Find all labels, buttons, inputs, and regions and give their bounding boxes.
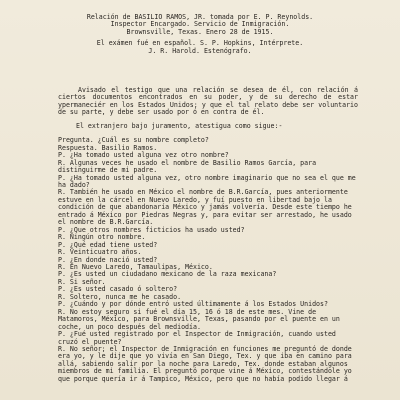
intro-paragraph: Avisado el testigo que una relación se desea de él, con relación á ciertos documentos encontrados en su poder, y de su derecho de estar ypermaneciér en los Estados Unidos; y que el tal relato debe ser voluntario de su parte, y debe ser usado por ó en contra de él. <box>58 86 358 117</box>
header-title-line: Relación de BASILIO RAMOS, JR. tomada por E. P. Reynolds. <box>86 13 314 21</box>
qa-line: R. Algunas veces he usado el nombre de Basilio Ramos García, para distinguirme de mi padre. <box>58 158 317 175</box>
qa-line: Respuesta. Basilio Ramos. <box>58 143 158 152</box>
header-inspector-line: Inspector Encargado. Servicio de Inmigración. <box>110 20 290 29</box>
qa-line: R. No señor; el Inspector de Inmigración en funciones me preguntó de donde era yo, y le dije que yo vivía en San Diego, Tex. y que iba en camino para allá, sabiendo salir por la noche para Laredo, Tex. donde estaban algunos miembros de mi familia. El preguntó porque vine á México, contestándole yo que porque quería ir á Tampico, México, pero que no había podido llegar á <box>58 344 352 383</box>
header-interpreter-line: El exámen fué en español. S. P. Hopkins, Intérprete. <box>96 39 304 48</box>
qa-line: P. ¿Que otros nombres ficticios ha usado usted? <box>58 225 245 234</box>
qa-line: R. Si señor. <box>58 277 106 286</box>
qa-line: R. Ningún otro nombre. <box>58 233 146 242</box>
qa-line: P. ¿Qué edad tiene usted? <box>58 240 158 249</box>
qa-line: R. También he usado en México el nombre de B.R.García, pues anteriormente estuve en la cárcel en Nuevo Laredo, y fuí puesto en libertad bajo la condición de que abandonaría México y jamás volvería. Desde este tiempo he entrado á México por Piedras Negras y, para evitar ser arrestado, he usado el nombre de B.R.García. <box>58 188 352 227</box>
document-body <box>58 87 396 383</box>
qa-line: P. ¿Es usted un ciudadano mexicano de la raza mexicana? <box>58 270 277 279</box>
qa-line: R. Soltero, nunca me he casado. <box>58 292 182 301</box>
document-header <box>0 14 400 55</box>
qa-line: R. Veinticuatro años. <box>58 248 142 257</box>
qa-line: P. ¿Fué usted registrado por el Inspector de Inmigración, cuando usted cruzó el puente? <box>58 330 336 346</box>
header-place-date-line: Brownsville, Texas. Enero 28 de 1915. <box>126 27 274 36</box>
qa-line: R. No estoy seguro si fué el día 15, 16 ó 18 de este mes. Vine de Matamoros, México, para Brownsville, Texas, pasando por el puente en un coche, un poco después del mediodía. <box>58 307 340 331</box>
oath-line: El extranjero bajo juramento, atestigua como sigue:- <box>76 121 283 130</box>
qa-line: P. ¿Ha tomado usted alguna vez otro nombre? <box>58 151 229 160</box>
qa-line: P. ¿Ha tomado usted alguna vez, otro nombre imaginario que no sea el que me ha dado? <box>58 173 356 189</box>
qa-line: P. ¿Cuándo y por dónde entró usted últimamente á los Estados Unidos? <box>58 300 328 309</box>
header-stenographer-line: J. R. Harold. Estenógrafo. <box>148 46 252 55</box>
qa-line: P. ¿Es usted casado ó soltero? <box>58 285 178 294</box>
qa-line: Pregunta. ¿Cuál es su nombre completo? <box>58 136 209 145</box>
qa-line: P. ¿En donde nació usted? <box>58 255 158 264</box>
qa-line: R. En Nuevo Laredo, Tamaulipas, México. <box>58 262 213 271</box>
question-answer-list <box>58 137 396 383</box>
